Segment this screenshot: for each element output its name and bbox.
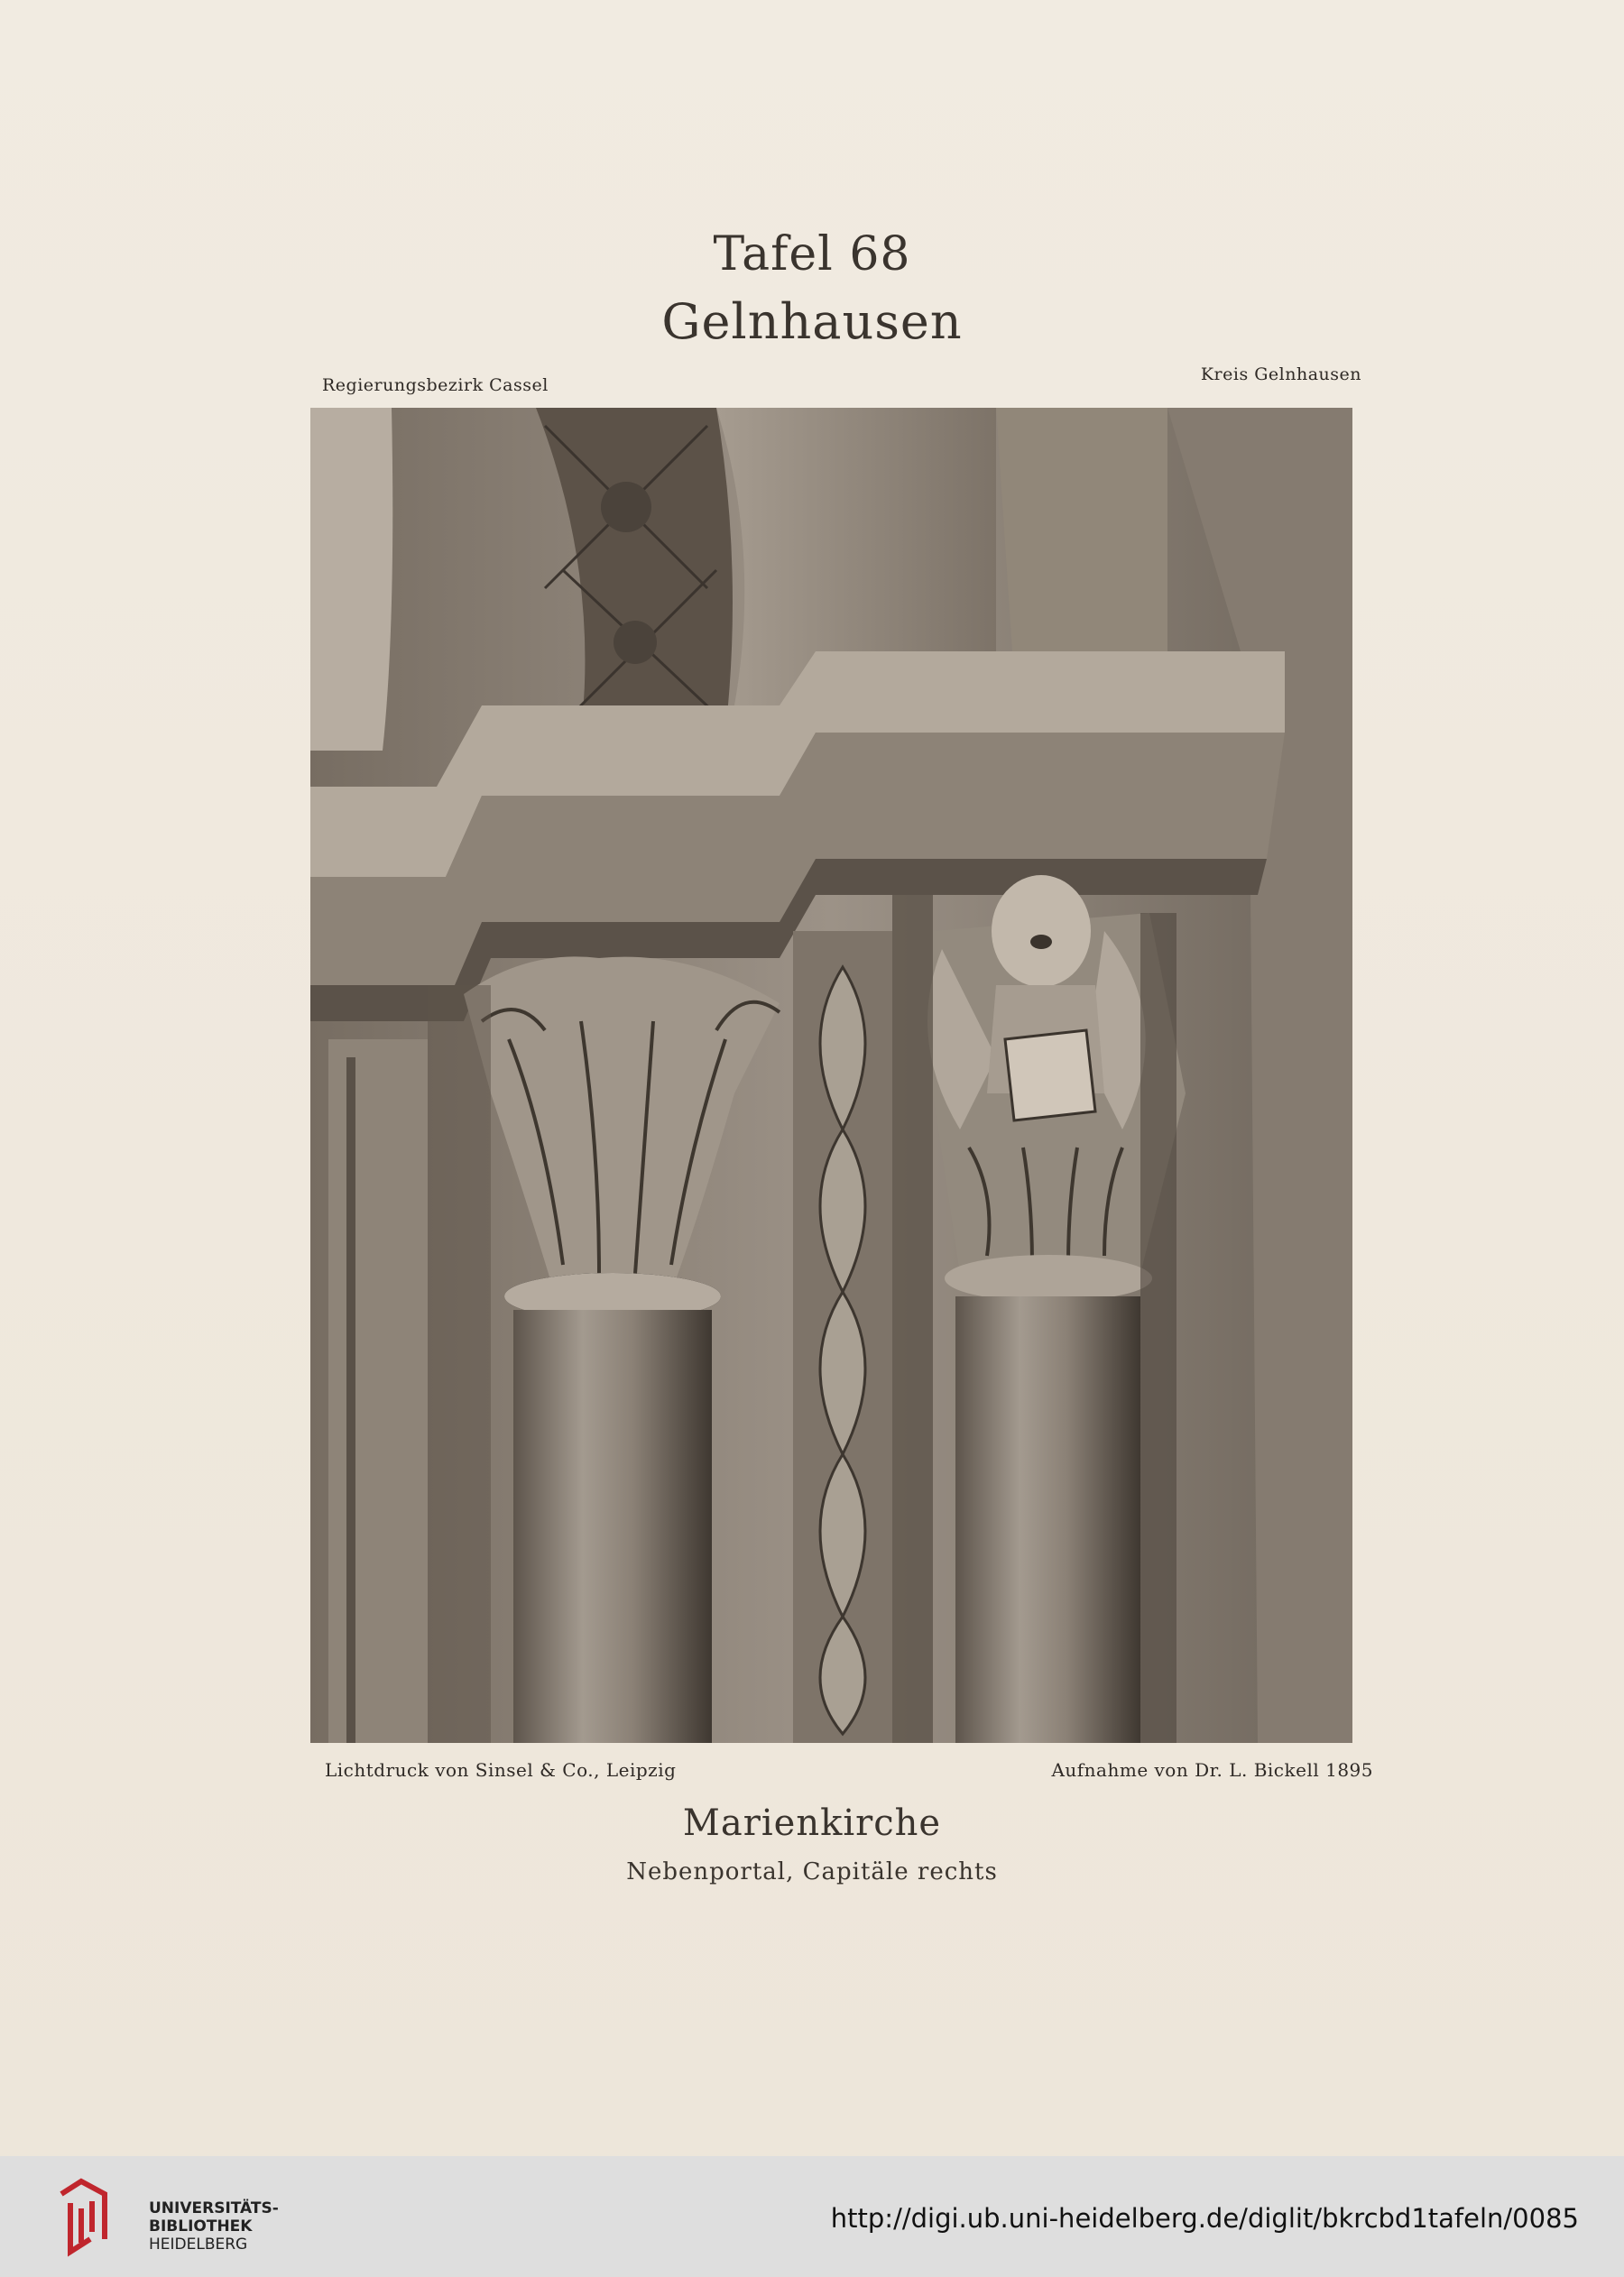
library-logo-icon — [54, 2176, 126, 2257]
print-credit: Lichtdruck von Sinsel & Co., Leipzig — [325, 1759, 677, 1781]
library-name-line1: UNIVERSITÄTS- — [149, 2199, 279, 2217]
photo-credit: Aufnahme von Dr. L. Bickell 1895 — [1051, 1759, 1373, 1781]
library-name-line2: BIBLIOTHEK — [149, 2217, 253, 2236]
library-logo[interactable] — [54, 2176, 279, 2257]
plate-number: Tafel 68 — [713, 227, 911, 281]
town-title: Gelnhausen — [661, 293, 963, 350]
library-footer — [0, 2156, 1624, 2277]
permalink-url[interactable]: http://digi.ub.uni-heidelberg.de/diglit/bkrcbd1tafeln/0085 — [830, 2203, 1579, 2234]
library-name-line3: HEIDELBERG — [149, 2236, 248, 2254]
caption-title: Marienkirche — [682, 1802, 942, 1844]
district-left: Regierungsbezirk Cassel — [322, 375, 549, 395]
foliate-strip — [793, 931, 892, 1743]
library-name — [149, 2199, 279, 2254]
caption-subtitle: Nebenportal, Capitäle rechts — [626, 1858, 998, 1885]
capital-photo-illustration — [310, 408, 1352, 1743]
district-right: Kreis Gelnhausen — [1200, 364, 1361, 384]
capital-photograph — [310, 408, 1352, 1743]
